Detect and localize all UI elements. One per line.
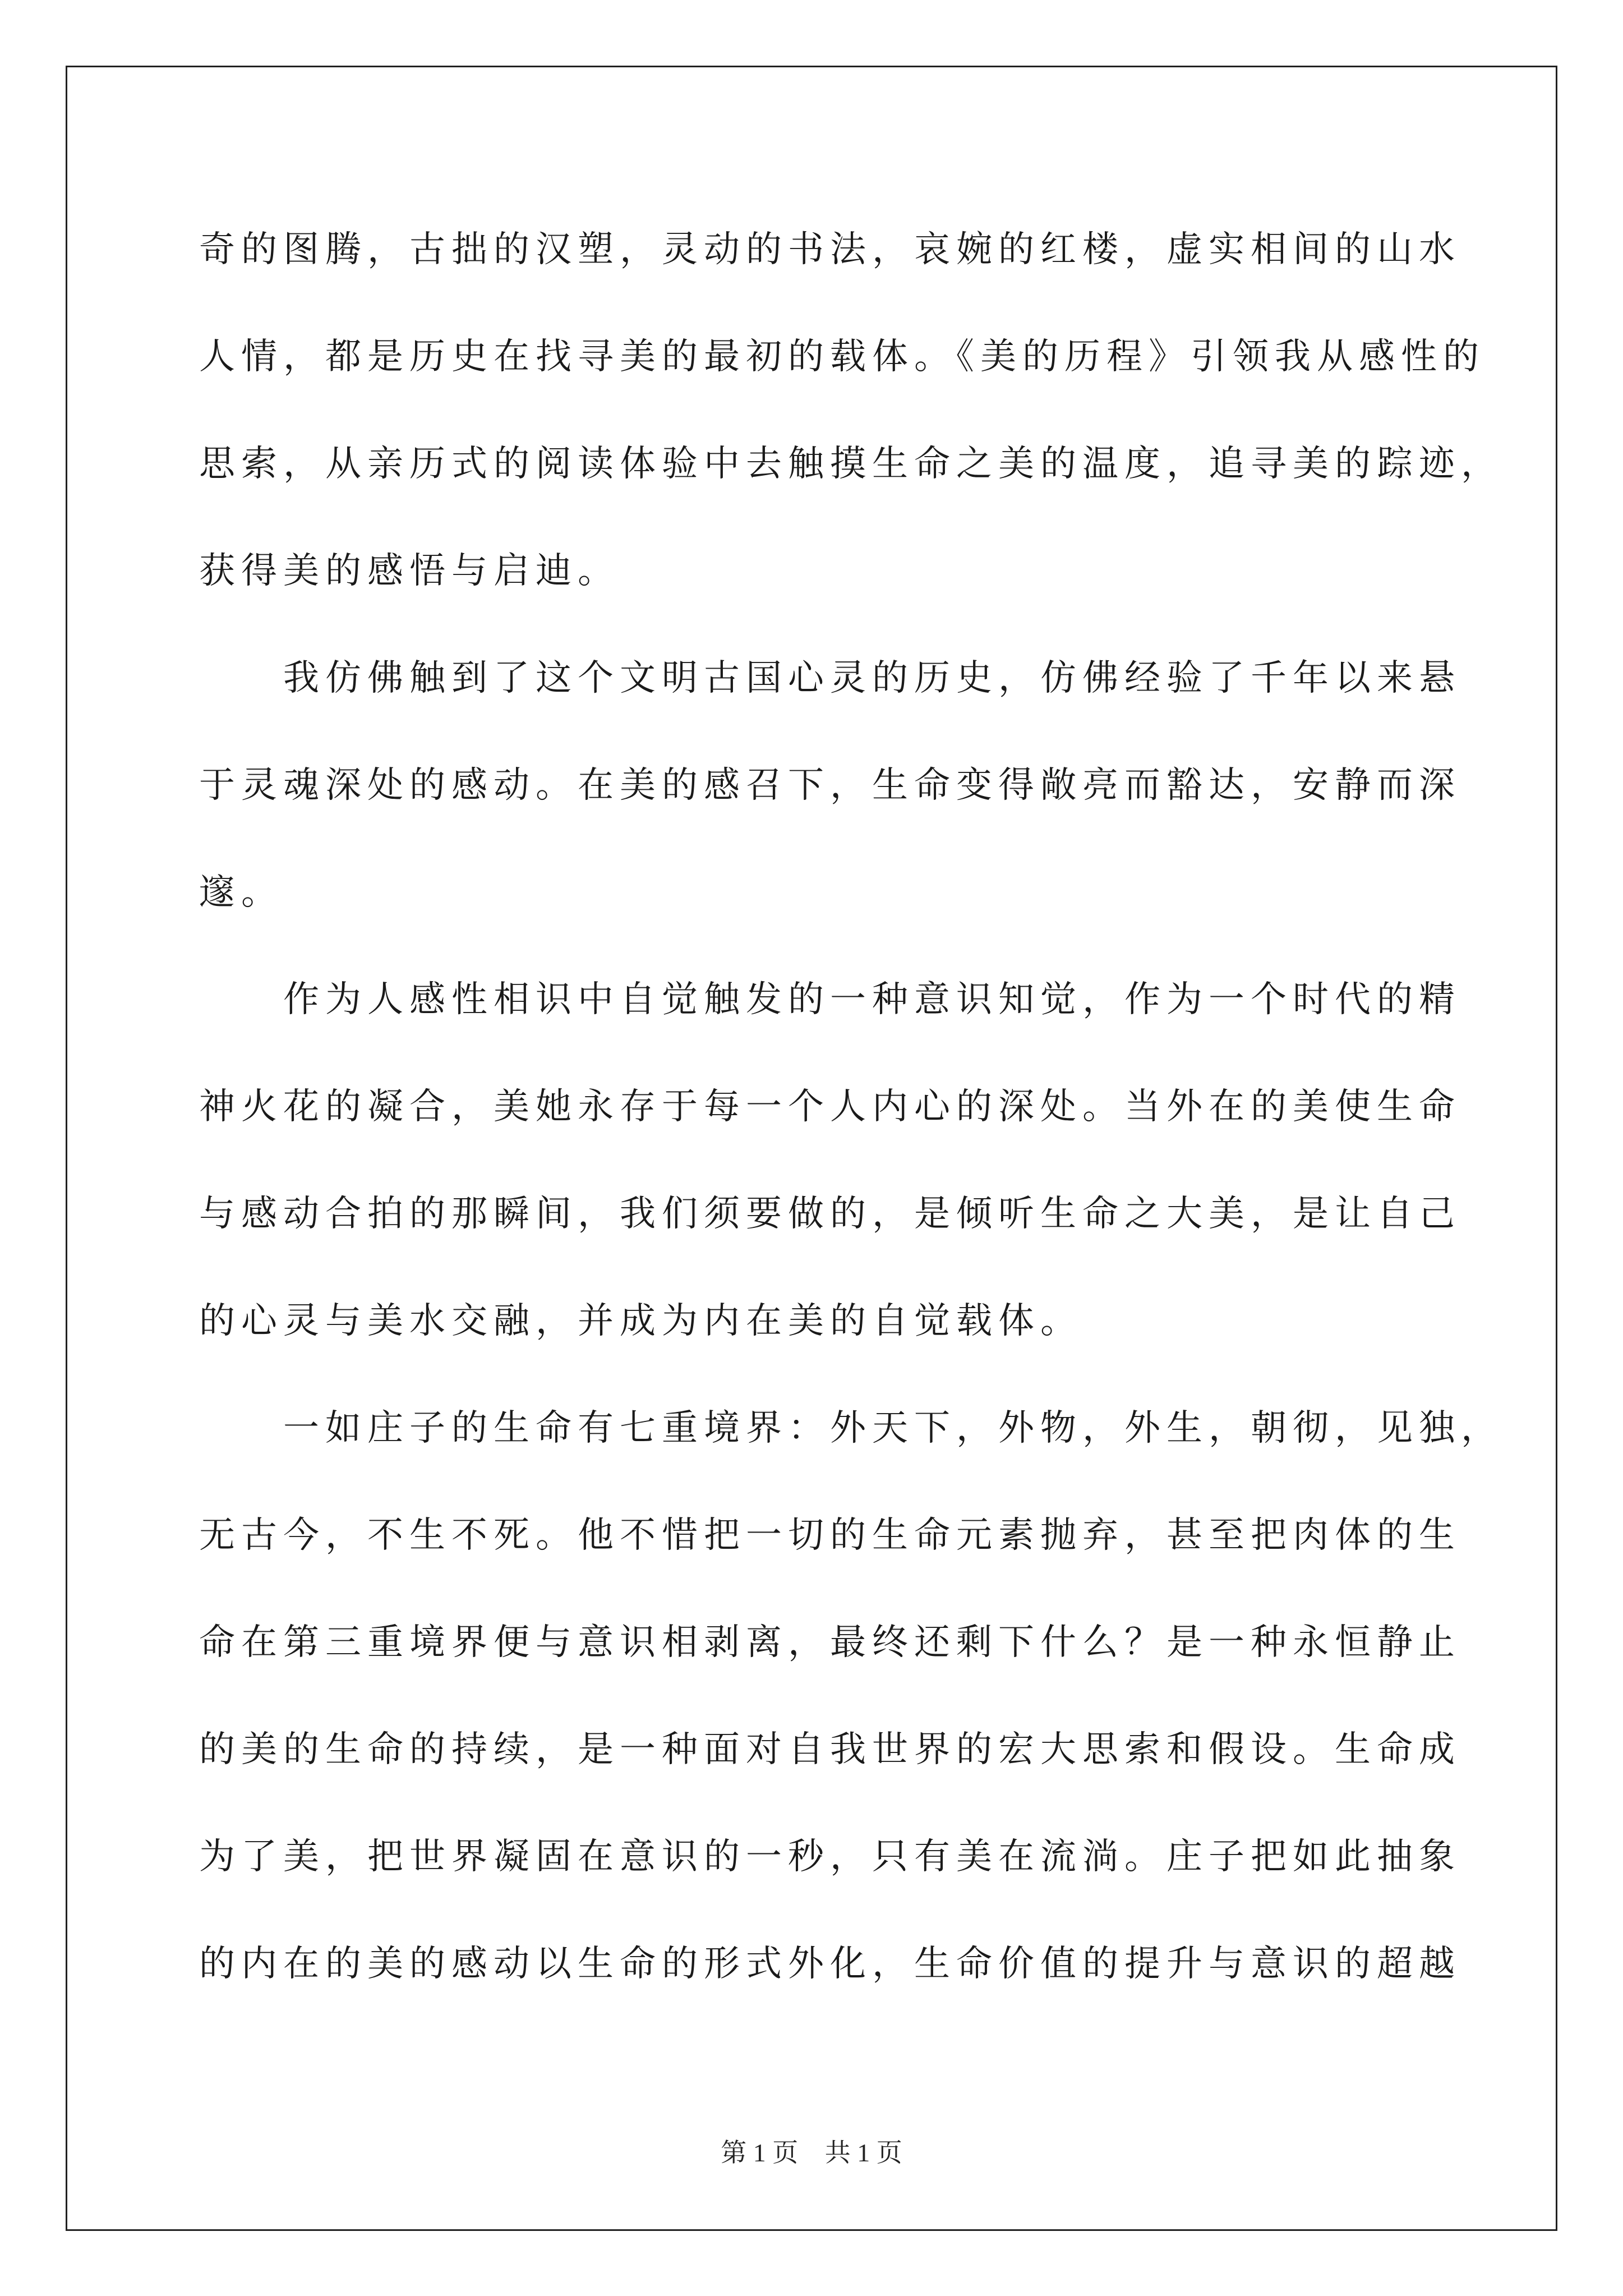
text-line-7: 邃。 xyxy=(199,872,283,913)
text-line-15: 的美的生命的持续，是一种面对自我世界的宏大思索和假设。生命成 xyxy=(199,1729,1461,1770)
text-line-12: 一如庄子的生命有七重境界：外天下，外物，外生，朝彻，见独， xyxy=(199,1407,1503,1449)
text-line-16: 为了美，把世界凝固在意识的一秒，只有美在流淌。庄子把如此抽象 xyxy=(199,1836,1461,1878)
page-total: 共 1 页 xyxy=(824,2138,902,2167)
text-line-3: 思索，从亲历式的阅读体验中去触摸生命之美的温度，追寻美的踪迹， xyxy=(199,443,1503,485)
page-footer xyxy=(0,2136,1623,2170)
text-line-9: 神火花的凝合，美她永存于每一个人内心的深处。当外在的美使生命 xyxy=(199,1086,1461,1128)
text-line-14: 命在第三重境界便与意识相剥离，最终还剩下什么？是一种永恒静止 xyxy=(199,1622,1461,1663)
text-line-5: 我仿佛触到了这个文明古国心灵的历史，仿佛经验了千年以来悬 xyxy=(199,657,1461,699)
text-line-6: 于灵魂深处的感动。在美的感召下，生命变得敞亮而豁达，安静而深 xyxy=(199,765,1461,806)
text-line-13: 无古今，不生不死。他不惜把一切的生命元素抛弃，甚至把肉体的生 xyxy=(199,1515,1461,1556)
text-line-2: 人情，都是历史在找寻美的最初的载体。《美的历程》引领我从感性的 xyxy=(199,336,1485,378)
text-line-11: 的心灵与美水交融，并成为内在美的自觉载体。 xyxy=(199,1300,1082,1342)
text-line-8: 作为人感性相识中自觉触发的一种意识知觉，作为一个时代的精 xyxy=(199,979,1461,1020)
text-line-17: 的内在的美的感动以生命的形式外化，生命价值的提升与意识的超越 xyxy=(199,1943,1461,1985)
text-line-1: 奇的图腾，古拙的汉塑，灵动的书法，哀婉的红楼，虚实相间的山水 xyxy=(199,229,1461,270)
page-number: 第 1 页 xyxy=(721,2138,799,2167)
text-line-10: 与感动合拍的那瞬间，我们须要做的，是倾听生命之大美，是让自己 xyxy=(199,1193,1461,1235)
document-body xyxy=(199,216,1503,2037)
text-line-4: 获得美的感悟与启迪。 xyxy=(199,550,620,592)
